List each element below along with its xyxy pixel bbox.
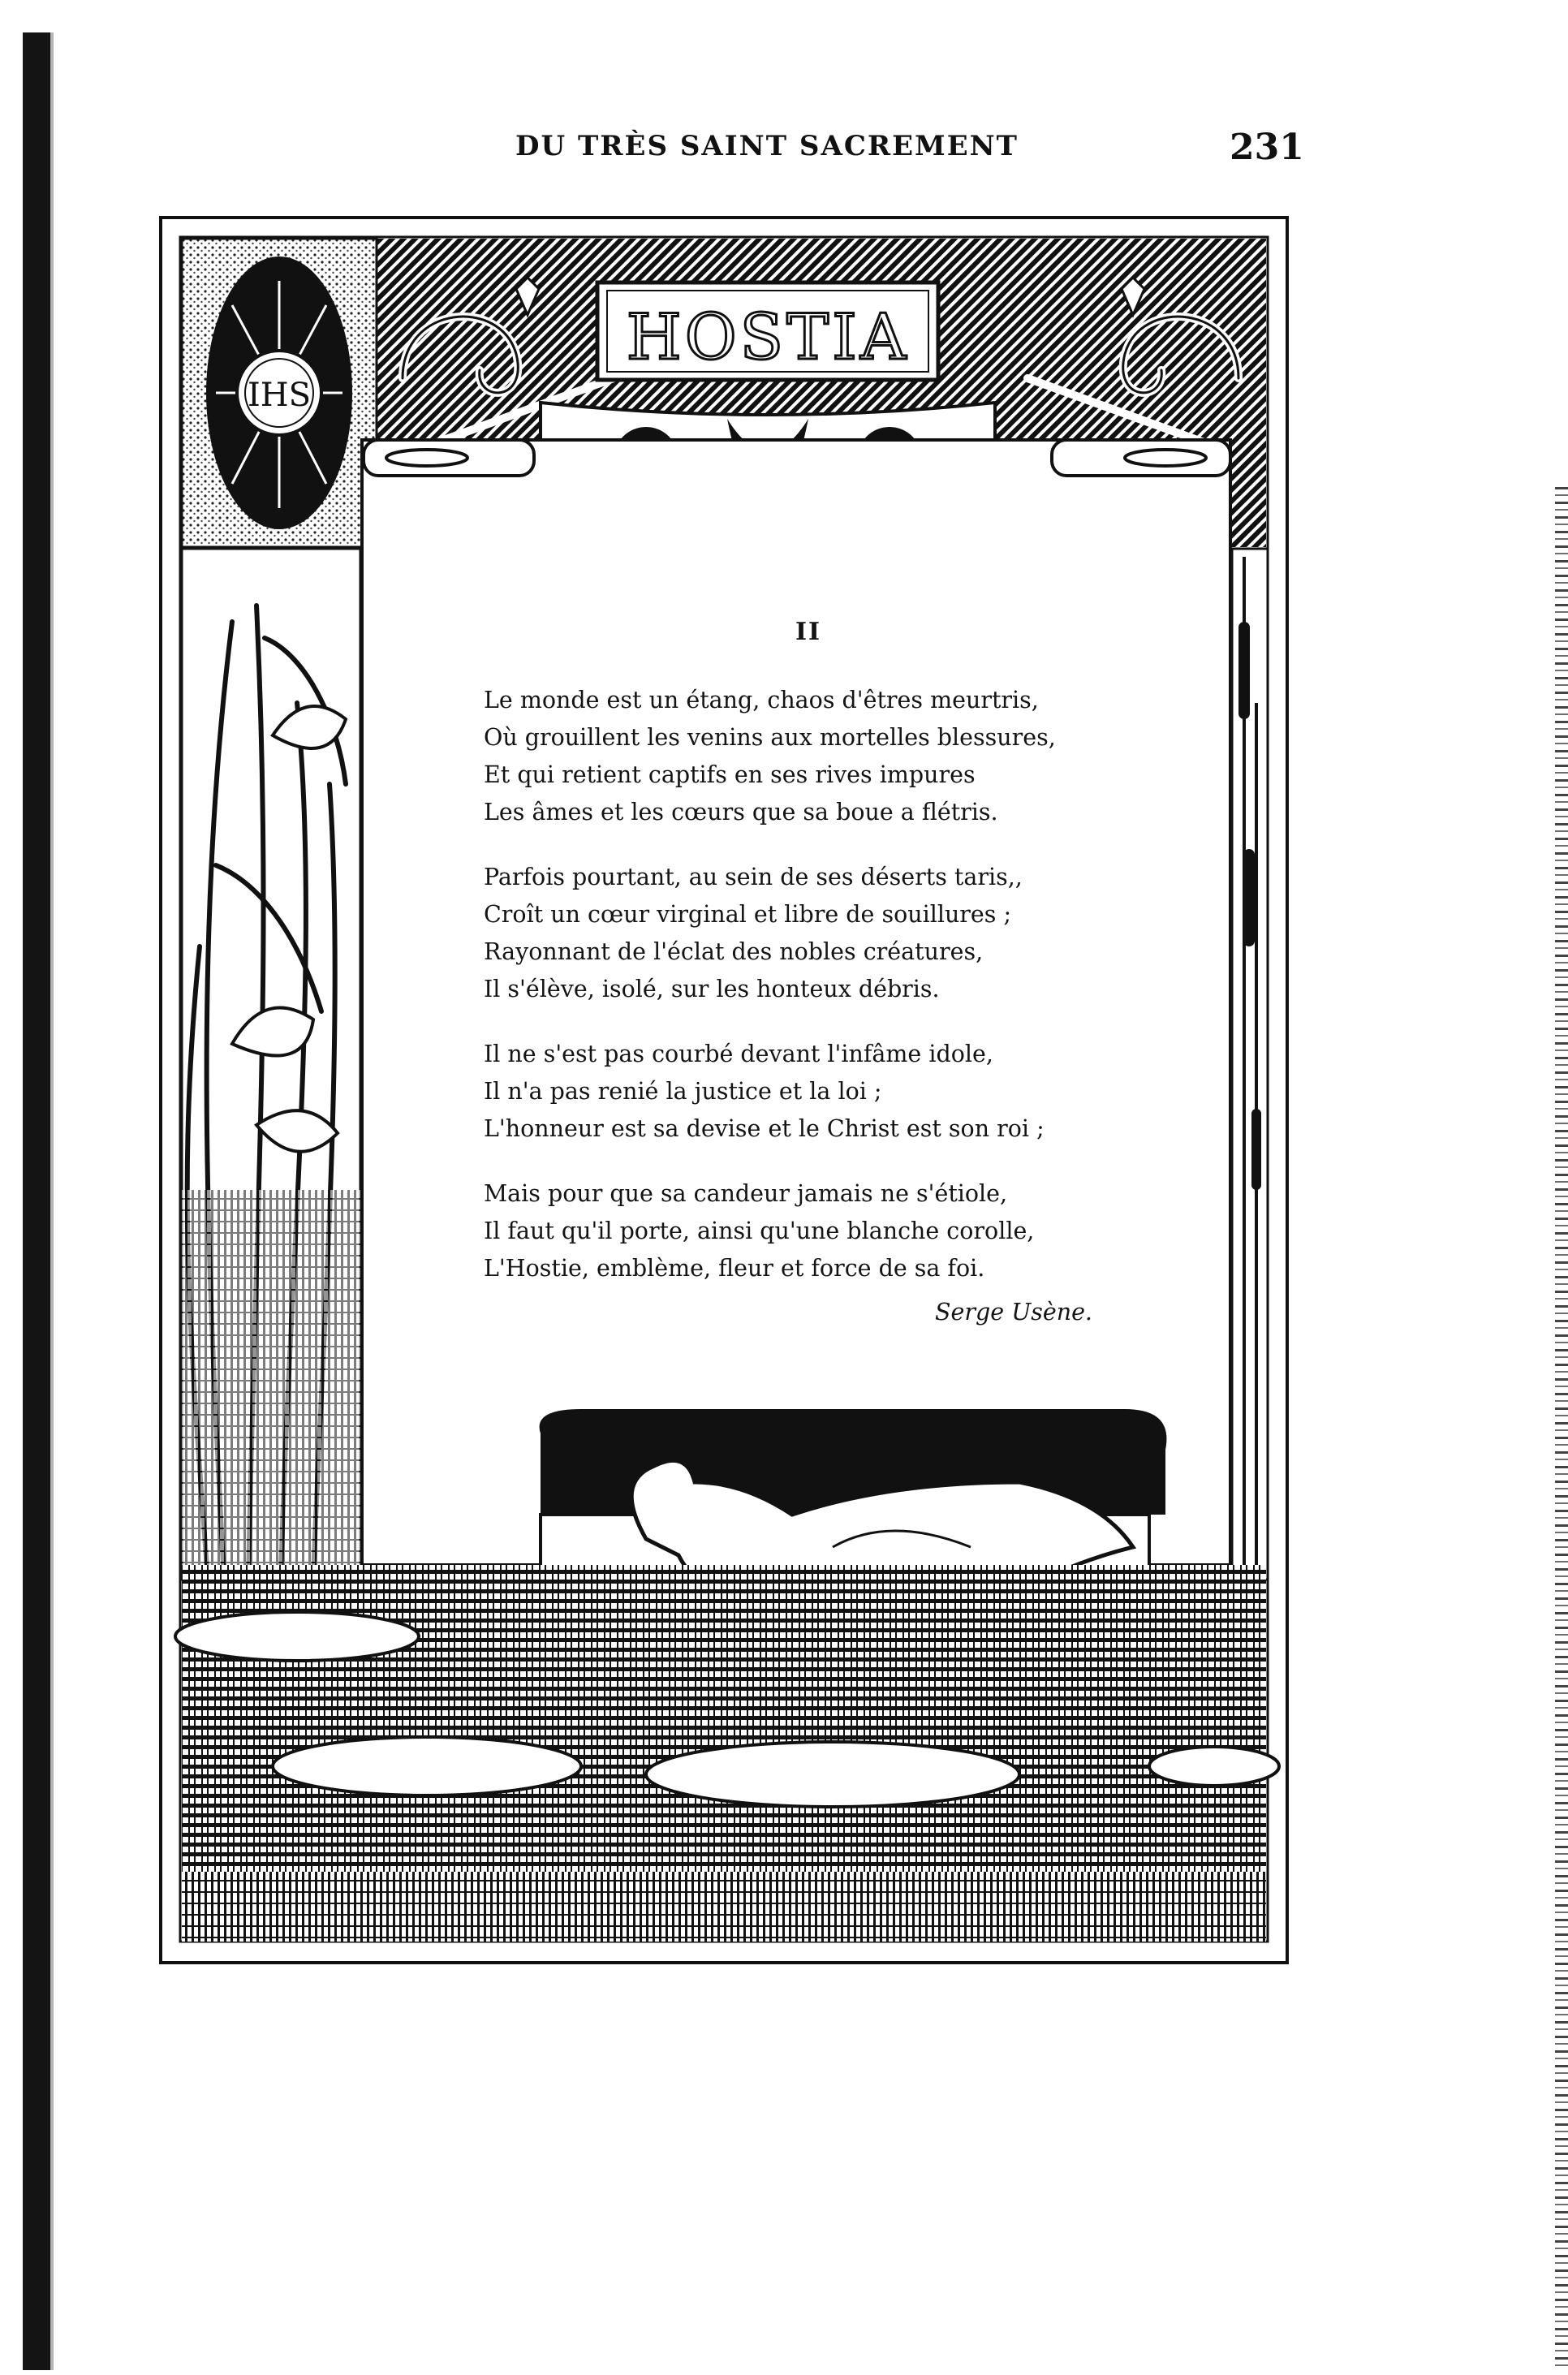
verse-line: Il s'élève, isolé, sur les honteux débris.	[484, 976, 940, 1002]
verse-line: Où grouillent les venins aux mortelles blessures,	[484, 724, 1056, 751]
verse-line: Il faut qu'il porte, ainsi qu'une blanche corolle,	[484, 1218, 1035, 1244]
verse-line: Et qui retient captifs en ses rives impures	[484, 761, 976, 788]
section-number: II	[795, 618, 822, 646]
verse-line: L'honneur est sa devise et le Christ est son roi ;	[484, 1115, 1045, 1142]
page-number: 231	[1230, 127, 1304, 168]
verse-line: Il n'a pas renié la justice et la loi ;	[484, 1078, 882, 1105]
running-head-title: DU TRÈS SAINT SACREMENT	[515, 130, 1019, 162]
page-edge-noise	[1555, 487, 1568, 2370]
banner-title: HOSTIA	[626, 301, 910, 374]
poem-signature: Serge Usène.	[935, 1299, 1092, 1325]
verse-line: Le monde est un étang, chaos d'êtres meurtris,	[484, 687, 1039, 713]
stanza	[484, 1175, 1117, 1287]
verse-line: Parfois pourtant, au sein de ses déserts taris,,	[484, 864, 1023, 890]
verse-line: Croît un cœur virginal et libre de souillures ;	[484, 901, 1012, 928]
verse-line: Mais pour que sa candeur jamais ne s'étiole,	[484, 1180, 1008, 1207]
book-spine-shadow	[23, 32, 50, 2370]
poem	[484, 614, 1117, 1331]
verse-line: L'Hostie, emblème, fleur et force de sa foi.	[484, 1255, 985, 1282]
stanza	[484, 682, 1117, 831]
verse-line: Les âmes et les cœurs que sa boue a flétris.	[484, 799, 998, 825]
spine-edge	[50, 32, 54, 2370]
verse-line: Il ne s'est pas courbé devant l'infâme idole,	[484, 1041, 993, 1067]
stanza	[484, 859, 1117, 1008]
stanza	[484, 1036, 1117, 1148]
verse-line: Rayonnant de l'éclat des nobles créatures,	[484, 938, 984, 965]
monogram-text: IHS	[247, 377, 312, 414]
